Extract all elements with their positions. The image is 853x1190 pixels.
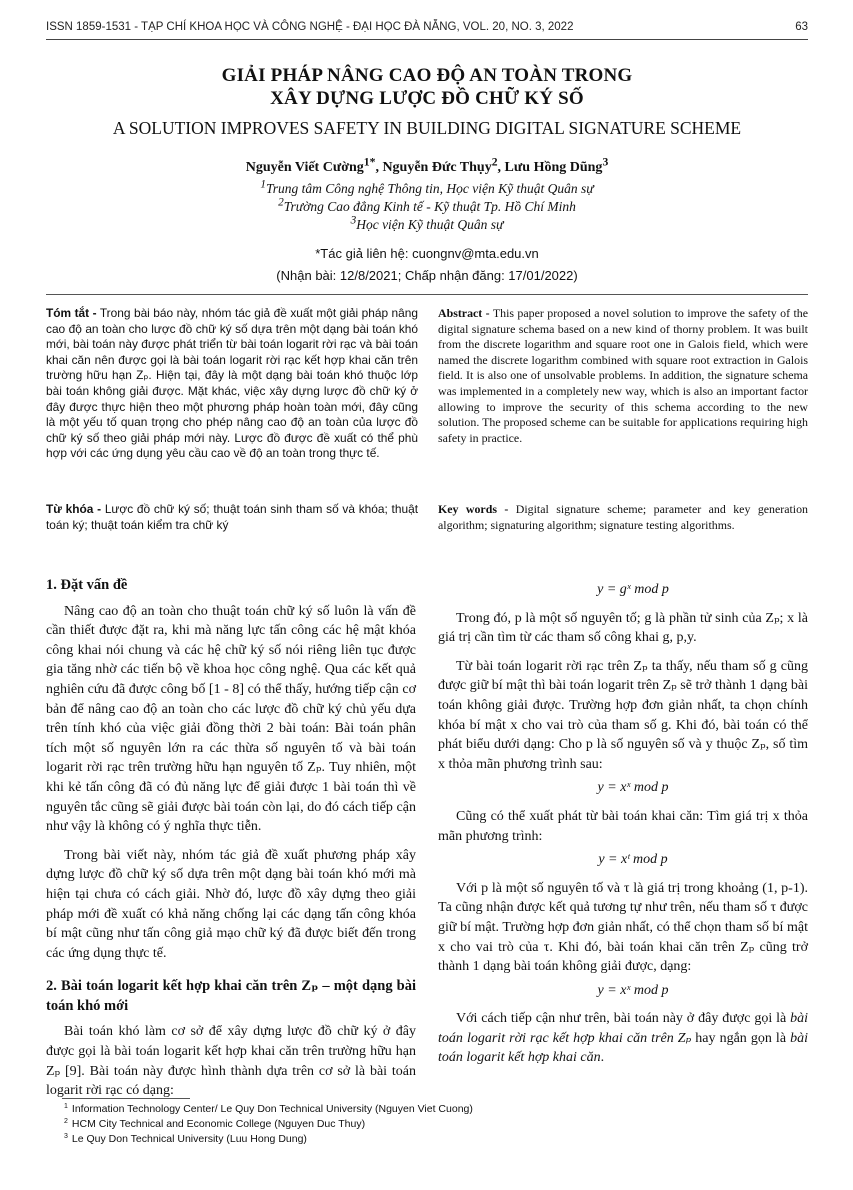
equation-x-power-x: y = xˣ mod p [597, 780, 669, 796]
right-paragraph-1: Trong đó, p là một số nguyên tố; g là phần tử sinh của Zₚ; x là giá trị cần tìm từ các tham số công khai g, p,y. [438, 610, 808, 646]
right-paragraph-2: Từ bài toán logarit rời rạc trên Zₚ ta thấy, nếu tham số g cũng được giữ bí mật thì bài toán logarit trên Zₚ sẽ trở thành 1 dạng bài toán không giải được. Trường hợp đơn giản nhất, ta chọn chính khóa bí mật x cho vai trò của tham số g. Khi đó, bài toán có thể phát biểu dưới dạng: Cho p là số nguyên số và y thuộc Zₚ, số tìm x thỏa mãn phương trình sau: [438, 658, 808, 772]
keywords-vi-label: Từ khóa - [46, 502, 102, 516]
abstract-divider [46, 294, 808, 295]
right-paragraph-5 [438, 1009, 808, 1068]
author-separator: , [375, 160, 383, 175]
affiliation-mark: 1 [260, 178, 266, 191]
footnote-1 [64, 1103, 473, 1115]
footnote-3 [64, 1133, 307, 1145]
equation-root: y = xᵗ mod p [598, 852, 668, 868]
author-1-mark: 1* [363, 155, 376, 169]
abstract-vi-text: Trong bài báo này, nhóm tác giả đề xuất một giải pháp nâng cao độ an toàn cho lược đồ chữ ký số dựa trên một dạng bài toán khó mới, bài toán này được phát triển từ bài toán logarit rời rạc và bài toán khai căn nên được gọi là bài toán logarit rời rạc kết hợp khai căn trên trường hữu hạn Zₚ. Hiện tại, đây là một dạng bài toán khó thuộc lớp bài toán không giải được. Mặt khác, việc xây dựng lược đồ chữ ký ở đây được thực hiện theo một phương pháp hoàn toàn mới, đây cũng là một yếu tố quan trọng cho phép nâng cao độ an toàn của lược đồ chữ ký số theo giải pháp mới này. Lược đồ được đề xuất có thể phù hợp với các ứng dụng yêu cầu cao về độ an toàn trong thực tế. [46, 306, 419, 461]
author-3: Lưu Hồng Dũng [504, 160, 603, 175]
p5-term-2: bài toán logarit kết hợp khai căn [438, 1030, 808, 1066]
keywords-vietnamese [46, 502, 418, 533]
affiliation-3 [46, 214, 808, 233]
section-1-heading: 1. Đặt vấn đề [46, 577, 128, 593]
keywords-en-label: Key words - [438, 502, 509, 516]
p5-text: hay ngắn gọn là [691, 1030, 791, 1046]
affiliation-text: Trung tâm Công nghệ Thông tin, Học viện Kỹ thuật Quân sự [266, 181, 594, 196]
affiliation-text: Trường Cao đẳng Kinh tế - Kỹ thuật Tp. Hồ Chí Minh [283, 199, 576, 214]
running-header [46, 21, 808, 35]
body-left-column [46, 576, 416, 1101]
footnote-2 [64, 1118, 365, 1130]
keywords-vi-text: Lược đồ chữ ký số; thuật toán sinh tham số và khóa; thuật toán ký; thuật toán kiểm tra chữ ký [46, 502, 418, 532]
abstract-english [438, 306, 808, 446]
author-3-mark: 3 [602, 155, 609, 169]
section-1-paragraph-1: Nâng cao độ an toàn cho thuật toán chữ ký số luôn là vấn đề cần thiết được đặt ra, khi mà năng lực tấn công các hệ mật khóa công khai nói chung và các hệ chữ ký số nói riêng liên tục được gia tăng nhờ các tiến bộ về khoa học công nghệ. Qua các kết quả nghiên cứu đã được công bố [1 - 8] có thể thấy, hướng tiếp cận cơ bản để nâng cao độ an toàn cho các lược đồ chữ ký chủ yếu dựa trên tính khó của việc giải đồng thời 2 bài toán: Bài toán phân tích một số nguyên lớn ra các thừa số nguyên tố và bài toán logarit rời rạc trên trường hữu hạn nguyên tố Zₚ. Tuy nhiên, một khi kẻ tấn công đã có đủ năng lực để giải được 1 bài toán thì về nguyên tắc cũng sẽ giải được bài toán còn lại, do đó cách tiếp cận như vậy là không có ý nghĩa thực tiễn. [46, 603, 416, 835]
title-vi-line1: GIẢI PHÁP NÂNG CAO ĐỘ AN TOÀN TRONG [221, 65, 633, 86]
author-2: Nguyễn Đức Thụy [382, 160, 492, 175]
affiliation-2 [46, 196, 808, 215]
footnote-mark: 3 [64, 1132, 68, 1140]
keywords-en-text: Digital signature scheme; parameter and key generation algorithm; signaturing algorithm; signature testing algorithms. [438, 502, 809, 532]
abstract-en-text: This paper proposed a novel solution to improve the safety of the digital signature schema based on a new kind of thorny problem. It was built from the discrete logarithm and square root one in Galois field, which were named the discrete logarithm combined with square root extraction in Galois field. It is also one of unsolvable problems. In addition, the signature schema was implemented in a completely new way, which is also an important factor allowing to improve the security of this schema according to the new solution. The proposed scheme can be suitable for applications requiring high safety in practice. [438, 306, 808, 445]
footnote-text: HCM City Technical and Economic College (Nguyen Duc Thuy) [71, 1118, 366, 1130]
section-1-paragraph-2: Trong bài viết này, nhóm tác giả đề xuất phương pháp xây dựng lược đồ chữ ký số dựa trên một dạng bài toán khó mới mà hiện tại chưa có cách giải. Nhờ đó, lược đồ xây dựng theo giải pháp mới đề xuất có khả năng chống lại các dạng tấn công khóa bí mật cũng như tấn công giả mạo chữ ký đã được biết đến trong các ứng dụng thực tế. [46, 847, 416, 961]
affiliation-mark: 2 [278, 196, 284, 209]
abstract-vietnamese [46, 306, 418, 462]
footnote-text: Le Quy Don Technical University (Luu Hong Dung) [71, 1133, 307, 1145]
right-paragraph-4: Với p là một số nguyên tố và τ là giá trị trong khoảng (1, p-1). Ta cũng nhận được kết quả tương tự như trên, nếu tham số τ được giữ bí mật. Trường hợp đơn giản nhất, có thể chọn tham số bí mật x cho vai trò của τ. Khi đó, bài toán khai căn trên Zₚ cũng trở thành 1 dạng bài toán không giải được, dạng: [438, 880, 808, 975]
equation-discrete-log: y = gˣ mod p [597, 582, 669, 597]
page-number: 63 [795, 21, 808, 33]
footnote-mark: 1 [64, 1102, 68, 1110]
section-2-heading: 2. Bài toán logarit kết hợp khai căn trên Zₚ – một dạng bài toán khó mới [46, 978, 416, 1014]
p5-text: Với cách tiếp cận như trên, bài toán này ở đây được gọi là [456, 1011, 791, 1027]
right-paragraph-3: Cũng có thể xuất phát từ bài toán khai căn: Tìm giá trị x thỏa mãn phương trình: [438, 808, 808, 844]
corresponding-author: *Tác giả liên hệ: cuongnv@mta.edu.vn [315, 246, 539, 261]
title-english: A SOLUTION IMPROVES SAFETY IN BUILDING DIGITAL SIGNATURE SCHEME [112, 118, 742, 138]
footnote-text: Information Technology Center/ Le Quy Don Technical University (Nguyen Viet Cuong) [71, 1103, 473, 1115]
author-1: Nguyễn Viết Cường [245, 160, 364, 175]
section-2-paragraph-1: Bài toán khó làm cơ sở để xây dựng lược đồ chữ ký ở đây được gọi là bài toán logarit kết hợp khai căn trên trường hữu hạn Zₚ [9]. Bài toán này được hình thành dựa trên cơ sở là bài toán logarit rời rạc có dạng: [46, 1024, 416, 1099]
footnote-divider [62, 1098, 190, 1099]
equation-combined: y = xˣ mod p [597, 982, 669, 998]
author-separator: , [497, 160, 505, 175]
body-right-column [438, 576, 808, 1068]
title-vi-line2: XÂY DỰNG LƯỢC ĐỒ CHỮ KÝ SỐ [270, 88, 584, 109]
abstract-en-label: Abstract - [438, 306, 490, 320]
footnote-mark: 2 [64, 1117, 68, 1125]
p5-term-1: bài toán logarit rời rạc kết hợp khai căn trên Zₚ [438, 1011, 808, 1046]
affiliation-mark: 3 [350, 214, 357, 227]
keywords-english [438, 502, 808, 533]
author-list [46, 155, 808, 176]
affiliation-text: Học viện Kỹ thuật Quân sự [356, 217, 504, 232]
submission-dates: (Nhận bài: 12/8/2021; Chấp nhận đăng: 17/01/2022) [276, 268, 578, 283]
journal-running-title: ISSN 1859-1531 - TẠP CHÍ KHOA HỌC VÀ CÔNG NGHỆ - ĐẠI HỌC ĐÀ NẴNG, VOL. 20, NO. 3, 2022 [46, 21, 574, 33]
abstract-vi-label: Tóm tắt - [46, 306, 97, 320]
header-divider [46, 39, 808, 40]
p5-text: . [600, 1050, 605, 1066]
title-vietnamese [46, 64, 808, 110]
author-2-mark: 2 [491, 155, 498, 169]
affiliation-1 [46, 178, 808, 197]
